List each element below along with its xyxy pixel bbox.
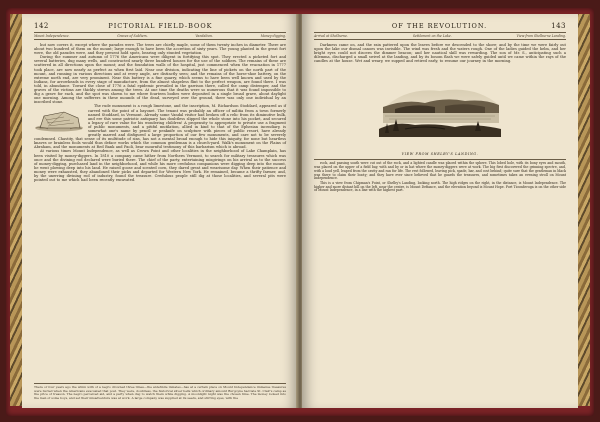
left-paragraph: During the summer and autumn of 1776 the Americans were diligent in fortifying this spot. They erected a picketed fort and several batteries, dug many wells, and constructed nearly three hundred houses for the use of the soldiers. The remains of these are scattered in all directions upon the mount; and the foundation walls of the hospital, just commenced when the evacuation in 1777 took place, are now nearly as perfect as when first laid. Near one division, indicating the line of pickets on the north part of the mount, and running in various directions and at every angle, are distinctly seen; and the remains of the horse-shoe battery, on the extreme north end, are very prominent. Near this battery is a fine quarry, which seems to have been well known and used by the Indians, for arrowheads in every stage of manufacture, from the almost shapeless flint to the perfect weapon, are found there. I was told, in abundance. Toward the close of 1776 a fatal epidemic prevailed in the garrison there, called the camp distemper, and the graves of the victims are thickly strewn among the trees. At one time the deaths were so numerous that it was found impossible to dig a grave for each, and the spot was shown to me where fourteen bodies were deposited in a single broad grave, about daylight one morning. Among the sufferers in these mounds of the dead, surveyed over the ground, there was only one individual by an inscribed stone.: [34, 55, 286, 105]
right-paragraph: Darkness came on, and the rain pattered upon the leaves before we descended to the shore; and by the time we were fairly out upon the lake our dismal canoes was invisible. The wind was fresh and the waters rough. One of the ladies guided the helm, and her bright eyes could not discern the dimmer beacon; and her nautical skill was rewarding. The son of Mr. S., anticipating such a dilemma, discharged a small swivel at the landing, and by its bosom flash we were safely guided until we came within the rays of the candles at the house. Wet and weary, we supped and retired early, to resume our journey in the morning.: [314, 43, 566, 64]
marbled-edge-right: [576, 14, 590, 406]
right-subhead: Arrival at Shelburne.: [314, 34, 349, 38]
left-subheads: [34, 32, 286, 40]
left-page-number: 142: [34, 22, 49, 30]
right-body-text: [314, 43, 566, 63]
left-paragraph: hut now covers it, except where the parades were. The trees are chiefly maple, some of them twenty inches in diameter. There are about two hundred of them on the mount; large enough to have been the accretion of sixty years. The young planted in the great fort were, the old parades were, and they present hold spots, bearing only stunted vegetation.: [34, 43, 286, 56]
left-running-title: PICTORIAL FIELD-BOOK: [108, 22, 213, 30]
right-lower-text: [314, 162, 566, 193]
left-running-head: [34, 22, 286, 30]
right-lower-paragraph: rock, and passing south were cut out of the rock, and a lighted candle was placed within the sphere. This lobed hole, with its bony eyes and mouth, was placed on the upper of a field bay, with and by or in hat where the money-diggers were at work. The big first discovered the grinning spectre, and, with a loud yell, leaped from the cavity and ran for life. The rest followed, leaving pick, spade, bar, and cost behind; quite sure that the gentleman in black was there to claim their booty; and they have ever since believed that he guards the treasures, and sometimes takes an evening stroll on Mount Independence.: [314, 161, 566, 181]
illustration-caption: VIEW FROM SHELBY'S LANDING.: [401, 152, 479, 157]
right-running-head: [314, 22, 566, 30]
landing-view-illustration: [314, 69, 566, 156]
right-subhead: View from Shelburne Landing.: [516, 34, 566, 38]
left-subhead: Vandalism.: [195, 34, 214, 38]
left-footnote: There or four years ago the whim with of a negro drowned three times—the antefinite inmates—has at a certain place on Mount Independence immense treasures were buried when the Americans evacuated that post. They were, doubtless, the historical silver bells which ordinary amount Burgoyne had late St. Clair's camp as the price of treason. The negro perceived aid, and a party when dug to watch them while digging. A moonlight night was the chosen time. The money looked into the men of some boys, and set their misadventure was at work. A large company was supplied at its seeds, and stirring eyes, with the: [34, 385, 286, 400]
gravestone-illustration: [34, 106, 84, 132]
left-subhead: Mount Independence.: [34, 34, 70, 38]
right-running-title: OF THE REVOLUTION.: [391, 22, 488, 30]
right-subhead: Settlement on the Lake.: [412, 34, 452, 38]
section-divider: [314, 159, 566, 160]
left-page: [22, 14, 298, 408]
right-lower-paragraph: This is a view from Chipman's Point, or Shelby's Landing, looking north. The high ridges on the right, in the distance, is Mount Independence. The higher and more distant hill on the left, near the centre, is Mount Defiance, and the elevation beyond is Mount Hope. Fort Ticonderoga is on the other side of Mount Independence, in a line with the highest part.: [314, 180, 566, 193]
right-subheads: [314, 32, 566, 40]
left-paragraph: At various times Mount Independence, as well as Crown Point and other localities in the neighborhood of Lake Champlain, has been visited by money-diggers. In 1810 a company came hither from Northern Vermont, to search for military treasures which was once and the divining rod declared were buried there. The chief of the party, entertaining misgivings on his arrival as to the success of money-digging, purchased land in the neighborhood, and while his more credulous companions were digging deep into the mount, he went plowing deep into his land. He raised goose and scented corn, they dared great and wearisome day. When their patience and money were exhausted, they abandoned their picks and departed for Western New York. He remained, became a thrifty farmer, and, by the unerring divining rod of industry, found the treasure. Credulous people still dig at those localities, and several pits were pointed out to me which had been recently excavated.: [34, 149, 286, 183]
left-subhead: Graves of Soldiers.: [117, 34, 148, 38]
left-paragraph: The rude monument is a rough limestone, and the inscription, M. Richardson Stoddard, appeared as if carved with the point of a bayonet. The tenant was probably an officer of militia from a town formerly named Stoddard, in Vermont. Already some Vandal visitor had broken off a relic from its diminutive bulk, and ere this some patriotic antiquary has doubtless slipped the whole stone into his pocket, and secured a legacy of rare value for his wondering children! A propensity to appropriate to private use a fragment of public monuments, and a pitiful mutilation, allied in kind to that of the Ephesian incendiary, is somewhat one's name by pencil or penknife on sculpture with pieces of public resort, have already greatly marred and disfigured a large proportion of our few monuments, and care not to be severely condemned. Chastity, that sense of its multitude of sins, has not a mental broad enough to hide this iniquity, for none but heartless knaves or brainless fools would thus deface works which the common gentleman is a church-yard. Walk's monument on the Plains of Abraham, and the monuments at Red Bank and Paoli, bear mournful testimony of this barbarism which is abroad.: [34, 104, 286, 150]
right-page: [302, 14, 578, 408]
left-subhead: Money-digging.: [260, 34, 286, 38]
right-page-number: 143: [551, 22, 566, 30]
left-body-text: [34, 43, 286, 182]
